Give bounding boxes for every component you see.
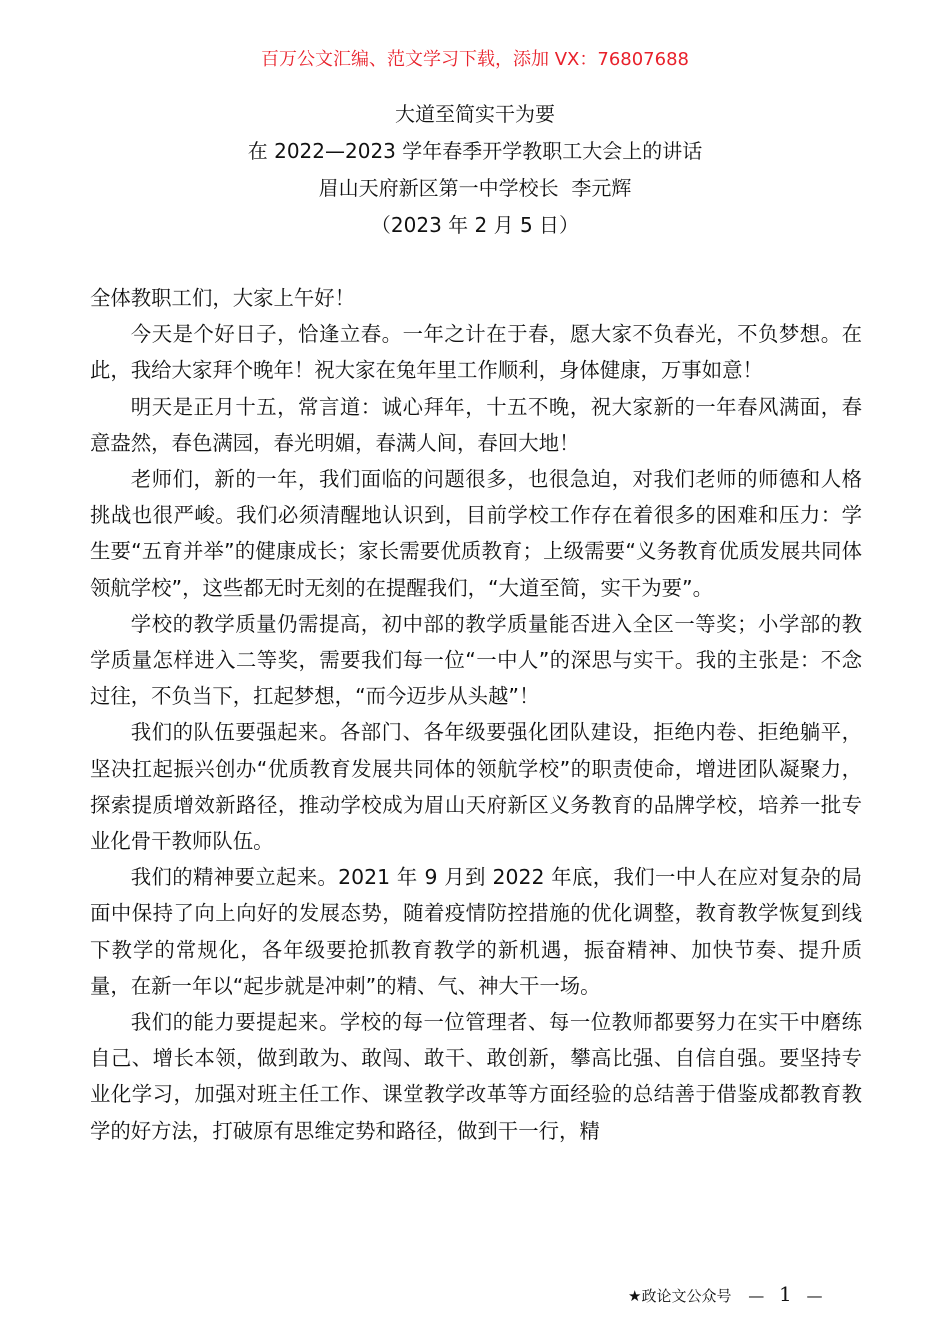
- speech-body: [90, 280, 862, 1149]
- title-block: [0, 96, 950, 244]
- document-subtitle: 在 2022—2023 学年春季开学教职工大会上的讲话: [247, 139, 703, 163]
- document-title: 大道至简实干为要: [395, 102, 555, 126]
- document-date: （2023 年 2 月 5 日）: [370, 213, 580, 237]
- dash-left: —: [748, 1286, 765, 1305]
- paragraph: 明天是正月十五，常言道：诚心拜年，十五不晚，祝大家新的一年春风满面，春意盎然，春色满园，春光明媚，春满人间，春回大地！: [90, 394, 862, 455]
- dash-right: —: [806, 1286, 823, 1305]
- paragraph: 我们的能力要提起来。学校的每一位管理者、每一位教师都要努力在实干中磨练自己、增长本领，做到敢为、敢闯、敢干、敢创新，攀高比强、自信自强。要坚持专业化学习，加强对班主任工作、课堂教学改革等方面经验的总结善于借鉴成都教育教学的好方法，打破原有思维定势和路径，做到干一行，精: [90, 1010, 862, 1143]
- footer-source: ★政论文公众号: [628, 1287, 732, 1305]
- promo-banner: 百万公文汇编、范文学习下载，添加 VX：76807688: [261, 49, 689, 70]
- paragraph: 我们的队伍要强起来。各部门、各年级要强化团队建设，拒绝内卷、拒绝躺平，坚决扛起振兴创办“优质教育发展共同体的领航学校”的职责使命，增进团队凝聚力，探索提质增效新路径，推动学校成为眉山天府新区义务教育的品牌学校，培养一批专业化骨干教师队伍。: [90, 720, 862, 854]
- greeting: 全体教职工们，大家上午好！: [90, 286, 356, 310]
- page-footer: [628, 1282, 823, 1308]
- document-author: 眉山天府新区第一中学校长 李元辉: [318, 176, 632, 200]
- paragraph: 我们的精神要立起来。2021 年 9 月到 2022 年底，我们一中人在应对复杂的局面中保持了向上向好的发展态势，随着疫情防控措施的优化调整，教育教学恢复到线下教学的常规化，各年级要抢抓教育教学的新机遇，振奋精神、加快节奏、提升质量，在新一年以“起步就是冲刺”的精、气、神大干一场。: [90, 865, 862, 998]
- paragraph: 学校的教学质量仍需提高，初中部的教学质量能否进入全区一等奖；小学部的教学质量怎样进入二等奖，需要我们每一位“一中人”的深思与实干。我的主张是：不念过往，不负当下，扛起梦想，“而今迈步从头越”！: [90, 611, 862, 709]
- paragraph: 今天是个好日子，恰逢立春。一年之计在于春，愿大家不负春光，不负梦想。在此，我给大家拜个晚年！祝大家在兔年里工作顺利，身体健康，万事如意！: [90, 322, 862, 383]
- paragraph: 老师们，新的一年，我们面临的问题很多，也很急迫，对我们老师的师德和人格挑战也很严峻。我们必须清醒地认识到，目前学校工作存在着很多的困难和压力：学生要“五育并举”的健康成长；家长需要优质教育；上级需要“义务教育优质发展共同体领航学校”，这些都无时无刻的在提醒我们，“大道至简，实干为要”。: [90, 467, 862, 600]
- page-number: 1: [779, 1282, 792, 1306]
